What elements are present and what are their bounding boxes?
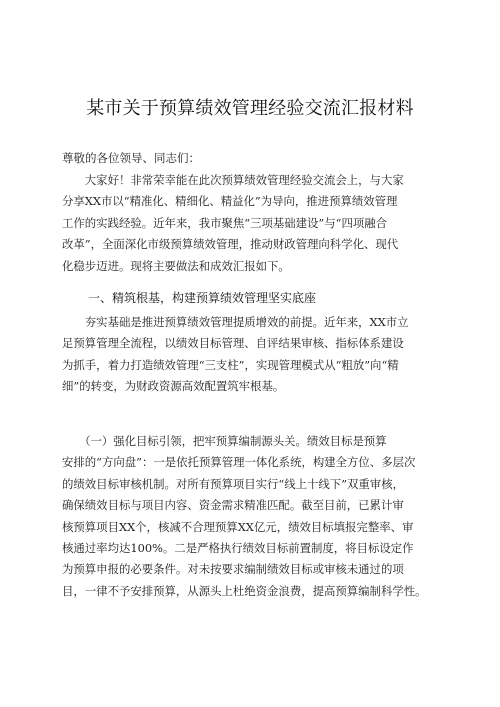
paragraph-line: 改革”，全面深化市级预算绩效管理，推动财政管理向科学化、现代 <box>62 237 399 252</box>
paragraph-line: 夯实基础是推进预算绩效管理提质增效的前提。近年来，XX市立 <box>62 315 409 329</box>
paragraph-line: 工作的实践经验。近年来，我市聚焦“三项基础建设”与“四项融合 <box>62 215 388 230</box>
paragraph-line: 核通过率均达100%。二是严格执行绩效目标前置制度，将目标设定作 <box>62 541 414 556</box>
paragraph-line: 为抓手，着力打造绩效管理“三支柱”，实现管理模式从“粗放”向“精 <box>62 357 399 372</box>
paragraph-line: 化稳步迈进。现将主要做法和成效汇报如下。 <box>62 258 290 273</box>
subsection-1-paragraph <box>62 431 444 602</box>
paragraph-line: 分享XX市以“精准化、精细化、精益化”为导向，推进预算绩效管理 <box>62 194 398 209</box>
document-title: 某市关于预算绩效管理经验交流汇报材料 <box>86 98 414 119</box>
paragraph-line: 细”的转变，为财政资源高效配置筑牢根基。 <box>62 379 285 394</box>
paragraph-line: （一）强化目标引领，把牢预算编制源头关。绩效目标是预算 <box>62 434 387 448</box>
paragraph-line: 为预算申报的必要条件。对未按要求编制绩效目标或审核未通过的项 <box>62 562 404 577</box>
intro-paragraph <box>62 170 444 277</box>
section-1-paragraph <box>62 312 444 398</box>
paragraph-line: 安排的“方向盘”：一是依托预算管理一体化系统，构建全方位、多层次 <box>62 455 416 470</box>
section-heading-1: 一、精筑根基，构建预算绩效管理坚实底座 <box>88 291 317 305</box>
greeting-line: 尊敬的各位领导、同志们： <box>62 151 200 165</box>
paragraph-line: 大家好！非常荣幸能在此次预算绩效管理经验交流会上，与大家 <box>62 173 404 187</box>
paragraph-line: 足预算管理全流程，以绩效目标管理、自评结果审核、指标体系建设 <box>62 336 404 351</box>
paragraph-line: 确保绩效目标与项目内容、资金需求精准匹配。截至目前，已累计审 <box>62 498 404 513</box>
paragraph-line: 的绩效目标审核机制。对所有预算项目实行“线上十线下”双重审核， <box>62 476 404 491</box>
paragraph-line: 核预算项目XX个，核减不合理预算XX亿元，绩效目标填报完整率、审 <box>62 519 414 534</box>
paragraph-line: 目，一律不予安排预算，从源头上杜绝资金浪费，提高预算编制科学性。 <box>62 583 427 598</box>
